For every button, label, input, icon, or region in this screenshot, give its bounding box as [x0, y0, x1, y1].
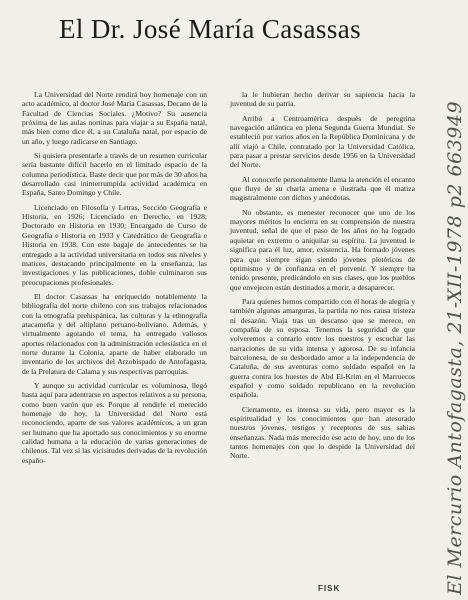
- paragraph: la le hubieran hecho derivar su sapiencia hacia la juventud de su patria.: [230, 90, 415, 109]
- paragraph: La Universidad del Norte rendirá hoy homenaje con un acto académico, al doctor José María Casassas, Decano de la Facultad de Ciencias Sociales. ¿Motivo? Su ausencia próxima de las aulas nortinas para viajar a su España natal, más bien como dice él, a su Cataluña natal, por espacio de un año, y luego radicarse en Santiago.: [22, 90, 207, 146]
- handwritten-source-note: El Mercurio Antofagasta, 21-XII-1978 p2 663949: [444, 100, 466, 595]
- article-column-right: [230, 90, 415, 466]
- paragraph: Y aunque su actividad curricular es voluminosa, llegó hasta aquí para adentrarse en aspectos relativos a su persona, como buen varón que es. Porque al rendirle el merecido homenaje de hoy, la Universidad del Norte está reconociendo, aparte de sus valores académicos, a un gran ser humano que ha aportado sus conocimientos y su enorme calidad humana a la educación de varias generaciones de chilenos. Tal vez sí las vicisitudes derivadas de la revolución españo-: [22, 380, 207, 465]
- paragraph: Licenciado en Filosofía y Letras, Sección Geografía e Historia, en 1926; Licenciado en Derecho, en 1928; Doctorado en Historia en 1930; Encargado de Curso de Geografía e Historia en 1933 y Catedrático de Geografía e Historia en 1938. Con este bagaje de antecedentes se ha entregado a la actividad universitaria en todos sus niveles y matices, destacando principalmente en la enseñanza, las investigaciones y las publicaciones, doble culminaron sus preocupaciones profesionales.: [22, 202, 207, 287]
- author-signature: FISK: [318, 584, 341, 593]
- paragraph: Para quienes hemos compartido con él horas de alegría y también algunas amarguras, la partida no nos causa tristeza ni desazón. Viaja tras un descanso que se merece, en compañía de su esposa. Tenemos la seguridad de que volveremos a contarlo entre los nuestros y escuchar las narraciones de su vida intensa y agorosa. De su infancia barcelonesa, de su desbordado amor a la independencia de Cataluña, de sus aventuras como soldado español en la guerra contra los huestes de Abd El-Krim en el Marruecos español y como soldado republicano en la revolución española.: [230, 296, 415, 400]
- paragraph: Al conocerle personalmente llama la atención el encanto que fluye de su charla amena e ilustrada que él matiza magistralmente con dichos y anécdotas.: [230, 174, 415, 203]
- paragraph: Arribó a Centroamérica después de peregrina navegación atlántica en plena Segunda Guerra Mundial. Se estableció por varios años en la República Dominicana y de allí viajó a Chile, contratado por la Universidad Católica, para pasar a prestar servicios desde 1956 en la Universidad del Norte.: [230, 113, 415, 170]
- article-title: El Dr. José María Casassas: [58, 14, 362, 44]
- paragraph: No obstante, es menester reconocer que uno de los mayores méritos lo encierra en su comprensión de nuestra juventud, señal de que el paso de los años no ha logrado aquietar en extremo o aniquilar su espíritu. La juventud le significa para él luz, amor, existencia. Ha formado jóvenes para que siempre sigan siendo jóvenes pletóricos de optimismo y de confianza en el porvenir. Y siempre ha tenido presente, predicándolo en sus clases, que los pueblos que envejecen están destinados a morir, a desaparecer.: [230, 207, 415, 292]
- paragraph: El doctor Casassas ha enriquecido notablemente la bibliografía del norte chileno con sus trabajos relacionados con la etnografía prehispánica, las culturas y la ethnografía atacameña y del altiplano peruano-boliviano. Además, y virtualmente agotando el tema, ha entregado valiosos aportes relacionados con la administración eclesiástica en el norte durante la Colonia, aparte de haber elaborado un inventario de los archivos del Arzobispado de Antofagasta, de la Prelatura de Calama y sus respectivas parroquias.: [22, 291, 207, 376]
- paragraph: Ciertamente, es intensa su vida, pero mayor es la espiritualidad y los conocimientos que han atesorado nuestros jóvenes, testigos y receptores de sus sabias enseñanzas. Nada más merecido ese acto de hoy, uno de los tantos homenajes con que lo despide la Universidad del Norte.: [230, 404, 415, 461]
- paragraph: Si quisiera presentarle a través de un resumen curricular sería bastante difícil hacerlo en el limitado espacio de la columna periodística. Baste decir que por más de 30 años ha desarrollado casi ininterrumpida actividad académica en España, Santo Domingo y Chile.: [22, 151, 207, 198]
- article-column-left: [22, 90, 207, 470]
